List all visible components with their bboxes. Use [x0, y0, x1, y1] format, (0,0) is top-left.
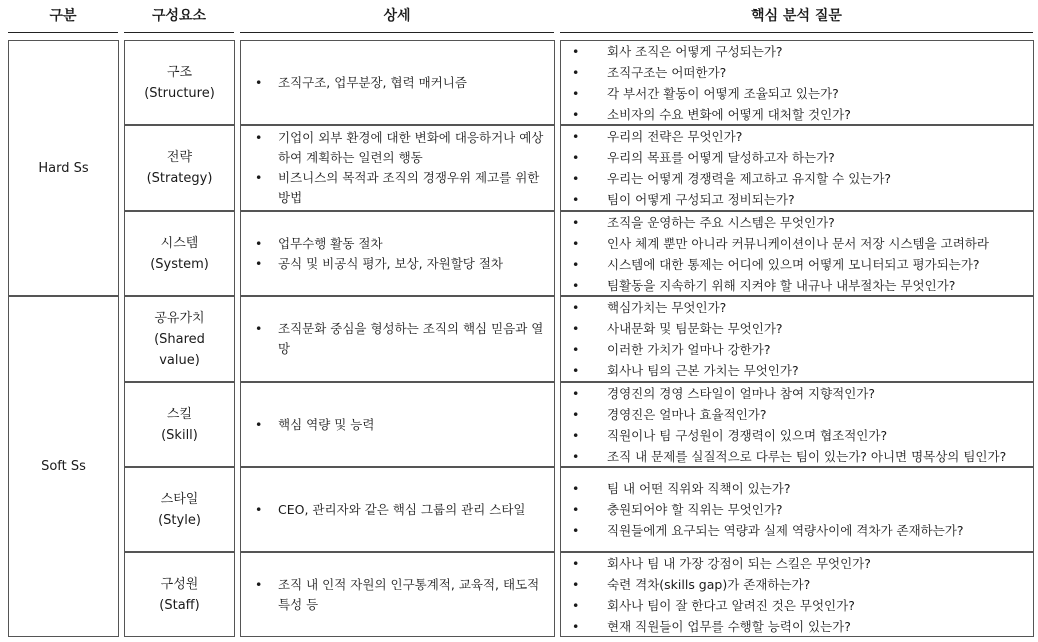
question-item: • 우리의 목표를 어떻게 달성하고자 하는가? — [561, 147, 1033, 168]
detail-item: • 비즈니스의 목적과 조직의 경쟁우위 제고를 위한 방법 — [241, 168, 554, 208]
question-item: • 인사 체계 뿐만 아니라 커뮤니케이션이나 문서 저장 시스템을 고려하라 — [561, 233, 1033, 254]
group-label: Soft Ss — [41, 459, 86, 474]
header-element: 구성요소 — [124, 0, 234, 33]
element-label: 구조 (Structure) — [144, 64, 215, 101]
question-item: • 이러한 가치가 얼마나 강한가? — [561, 339, 1033, 360]
element-cell — [124, 40, 235, 125]
element-label: 시스템 (System) — [150, 235, 209, 272]
element-cell — [124, 211, 235, 296]
detail-cell — [240, 296, 555, 382]
detail-cell — [240, 382, 555, 467]
question-item: • 직원들에게 요구되는 역량과 실제 역량사이에 격차가 존재하는가? — [561, 520, 1033, 541]
question-item: • 충원되어야 할 직위는 무엇인가? — [561, 499, 1033, 520]
question-item: • 현재 직원들이 업무를 수행할 능력이 있는가? — [561, 616, 1033, 637]
question-cell — [560, 296, 1034, 382]
detail-item: • 조직구조, 업무분장, 협력 매커니즘 — [241, 73, 554, 93]
question-cell — [560, 552, 1034, 637]
header-question: 핵심 분석 질문 — [560, 0, 1033, 33]
question-item: • 우리는 어떻게 경쟁력을 제고하고 유지할 수 있는가? — [561, 168, 1033, 189]
detail-cell — [240, 467, 555, 552]
group-label: Hard Ss — [38, 160, 89, 176]
header-category: 구분 — [8, 0, 118, 33]
question-item: • 회사나 팀의 근본 가치는 무엇인가? — [561, 360, 1033, 381]
detail-cell — [240, 211, 555, 296]
detail-cell — [240, 125, 555, 211]
element-label: 전략 (Strategy) — [146, 150, 213, 186]
detail-cell — [240, 40, 555, 125]
question-cell — [560, 40, 1034, 125]
element-label: 스킬 (Skill) — [161, 406, 198, 443]
header-detail: 상세 — [240, 0, 554, 33]
question-item: • 회사 조직은 어떻게 구성되는가? — [561, 41, 1033, 62]
question-cell — [560, 382, 1034, 467]
question-item: • 회사나 팀이 잘 한다고 알려진 것은 무엇인가? — [561, 595, 1033, 616]
element-cell — [124, 467, 235, 552]
detail-item: • CEO, 관리자와 같은 핵심 그룹의 관리 스타일 — [241, 500, 554, 520]
detail-item: • 기업이 외부 환경에 대한 변화에 대응하거나 예상하여 계획하는 일련의 행동 — [241, 128, 554, 168]
question-item: • 팀 내 어떤 직위와 직책이 있는가? — [561, 478, 1033, 499]
element-cell — [124, 552, 235, 637]
question-item: • 팀활동을 지속하기 위해 지켜야 할 내규나 내부절차는 무엇인가? — [561, 275, 1033, 296]
question-item: • 팀이 어떻게 구성되고 정비되는가? — [561, 189, 1033, 210]
group-hard-ss — [8, 40, 119, 296]
question-item: • 소비자의 수요 변화에 어떻게 대처할 것인가? — [561, 104, 1033, 125]
question-item: • 경영진의 경영 스타일이 얼마나 참여 지향적인가? — [561, 383, 1033, 404]
question-item: • 조직 내 문제를 실질적으로 다루는 팀이 있는가? 아니면 명목상의 팀인가? — [561, 446, 1033, 467]
element-label: 구성원 (Staff) — [159, 576, 200, 613]
question-item: • 각 부서간 활동이 어떻게 조율되고 있는가? — [561, 83, 1033, 104]
detail-item: • 공식 및 비공식 평가, 보상, 자원할당 절차 — [241, 254, 554, 274]
question-item: • 직원이나 팀 구성원이 경쟁력이 있으며 협조적인가? — [561, 425, 1033, 446]
question-item: • 조직을 운영하는 주요 시스템은 무엇인가? — [561, 212, 1033, 233]
detail-item: • 핵심 역량 및 능력 — [241, 415, 554, 435]
detail-item: • 조직문화 중심을 형성하는 조직의 핵심 믿음과 열망 — [241, 319, 554, 359]
question-cell — [560, 467, 1034, 552]
element-cell — [124, 296, 235, 382]
question-item: • 우리의 전략은 무엇인가? — [561, 126, 1033, 147]
question-item: • 사내문화 및 팀문화는 무엇인가? — [561, 318, 1033, 339]
question-item: • 핵심가치는 무엇인가? — [561, 297, 1033, 318]
question-cell — [560, 125, 1034, 211]
question-item: • 숙련 격차(skills gap)가 존재하는가? — [561, 574, 1033, 595]
question-item: • 경영진은 얼마나 효율적인가? — [561, 404, 1033, 425]
element-cell — [124, 382, 235, 467]
detail-item: • 조직 내 인적 자원의 인구통계적, 교육적, 태도적 특성 등 — [241, 575, 554, 615]
question-item: • 회사나 팀 내 가장 강점이 되는 스킬은 무엇인가? — [561, 553, 1033, 574]
question-cell — [560, 211, 1034, 296]
question-item: • 조직구조는 어떠한가? — [561, 62, 1033, 83]
element-label: 스타일 (Style) — [158, 491, 201, 528]
element-label: 공유가치 (Shared value) — [154, 310, 205, 368]
detail-cell — [240, 552, 555, 637]
group-soft-ss — [8, 296, 119, 637]
element-cell — [124, 125, 235, 211]
detail-item: • 업무수행 활동 절차 — [241, 234, 554, 254]
question-item: • 시스템에 대한 통제는 어디에 있으며 어떻게 모니터되고 평가되는가? — [561, 254, 1033, 275]
